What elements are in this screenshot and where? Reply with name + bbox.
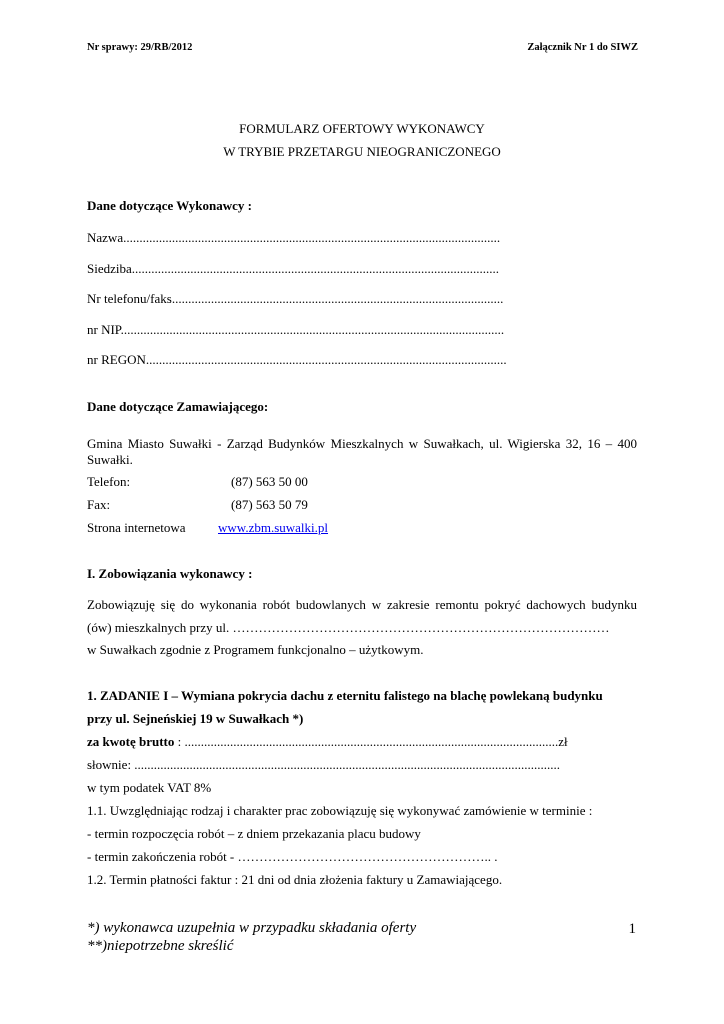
phone-value: (87) 563 50 00 — [231, 474, 308, 489]
amount-field: : ...................................................................................................................zł — [174, 734, 568, 749]
payment-term: 1.2. Termin płatności faktur : 21 dni od dnia złożenia faktury u Zamawiającego. — [87, 872, 503, 887]
form-title: FORMULARZ OFERTOWY WYKONAWCY — [239, 121, 485, 136]
contractor-regon-field: nr REGON............................................................................................................... — [87, 352, 507, 367]
amount-words-field: słownie: ................................................................................................................................... — [87, 757, 561, 772]
contractor-nip-field: nr NIP...................................................................................................................... — [87, 322, 505, 337]
fax-value: (87) 563 50 79 — [231, 497, 308, 512]
obligations-line3: w Suwałkach zgodnie z Programem funkcjonalno – użytkowym. — [87, 642, 424, 657]
end-term: - termin zakończenia robót - ………………………………………………….. . — [87, 849, 498, 864]
start-term: - termin rozpoczęcia robót – z dniem przekazania placu budowy — [87, 826, 421, 841]
case-number: Nr sprawy: 29/RB/2012 — [87, 42, 193, 53]
obligations-word: się — [160, 597, 176, 612]
obligations-word: wykonania — [199, 597, 257, 612]
form-subtitle: W TRYBIE PRZETARGU NIEOGRANICZONEGO — [223, 144, 501, 159]
obligations-word: budynku — [591, 597, 637, 612]
employer-address-line2: Suwałki. — [87, 452, 133, 467]
obligations-word: zakresie — [386, 597, 430, 612]
footnote-1: *) wykonawca uzupełnia w przypadku składania oferty — [87, 920, 417, 936]
page-number: 1 — [628, 921, 636, 937]
attachment-label: Załącznik Nr 1 do SIWZ — [527, 42, 638, 53]
obligations-word: budowlanych — [295, 597, 366, 612]
footnote-2: **)niepotrzebne skreślić — [87, 938, 234, 954]
obligations-word: remontu — [435, 597, 479, 612]
contractor-phone-field: Nr telefonu/faks...................................................................................................... — [87, 291, 504, 306]
fax-label: Fax: — [87, 497, 111, 512]
obligations-word: Zobowiązuję — [87, 597, 155, 612]
phone-label: Telefon: — [87, 474, 131, 489]
employer-heading: Dane dotyczące Zamawiającego: — [87, 399, 269, 414]
obligations-word: w — [371, 597, 382, 612]
task-heading-line1: 1. ZADANIE I – Wymiana pokrycia dachu z eternitu falistego na blachę powlekaną budynku — [87, 688, 603, 703]
employer-address-line1: Gmina Miasto Suwałki - Zarząd Budynków Mieszkalnych w Suwałkach, ul. Wigierska 32, 16 – 400 — [87, 436, 637, 451]
amount-label: za kwotę brutto — [87, 734, 175, 749]
amount-line — [87, 734, 568, 750]
contractor-seat-field: Siedziba................................................................................................................. — [87, 261, 500, 276]
obligations-word: do — [180, 597, 194, 612]
contractor-name-field: Nazwa.................................................................................................................... — [87, 230, 501, 245]
obligations-heading: I. Zobowiązania wykonawcy : — [87, 566, 253, 581]
contractor-heading: Dane dotyczące Wykonawcy : — [87, 198, 253, 213]
vat-rate: w tym podatek VAT 8% — [87, 780, 212, 795]
obligations-word: robót — [262, 597, 291, 612]
obligations-word: dachowych — [526, 597, 586, 612]
obligations-word: pokryć — [484, 597, 521, 612]
deadline-paragraph: 1.1. Uwzględniając rodzaj i charakter prac zobowiązuję się wykonywać zamówienie w terminie : — [87, 803, 593, 818]
task-heading-line2: przy ul. Sejneńskiej 19 w Suwałkach *) — [87, 711, 304, 726]
website-label: Strona internetowa — [87, 520, 186, 535]
obligations-line1 — [87, 597, 637, 613]
website-link[interactable]: www.zbm.suwalki.pl — [218, 520, 329, 535]
obligations-line2: (ów) mieszkalnych przy ul. …………………………………………………………………………… — [87, 620, 610, 635]
